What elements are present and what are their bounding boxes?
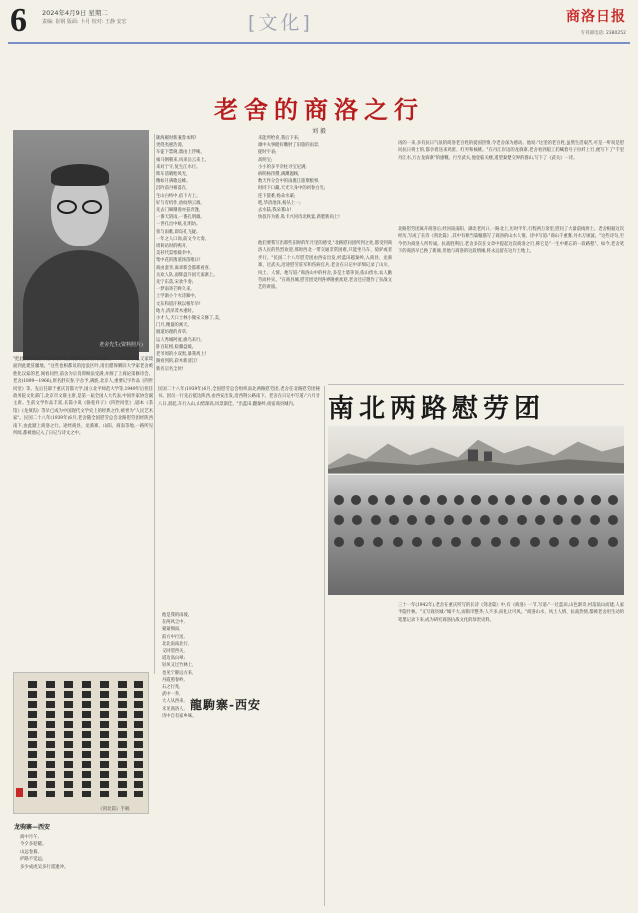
poem-line: 蒙蒙细雨,: [162, 627, 181, 633]
body-text-lower-left: 民国二十八年(1939年)6月,全国慰劳总会组织南北两路慰劳团,老舍任北路慰劳团秘书。团员一行先后抵达陕西,由西安出发,沿西荆公路南下。老舍在日记中写道:"六月廿八日,晨起,车行入山,山势渐高,风景渐佳。"出蓝田,翻秦岭,夜宿商县城内。: [158, 387, 320, 407]
poem-line: 今夕多迎暖。: [20, 842, 47, 848]
group-photo: [328, 475, 624, 595]
poem-line: 诗中自有家乡味。: [162, 713, 197, 719]
bottom-poem: [20, 834, 68, 871]
portrait-hair: [51, 164, 109, 186]
poem-line: 一世孔出中纸,孔明坊。: [156, 222, 201, 228]
poem-line: 客与雨歌,即岛孔飞疑。: [156, 229, 201, 235]
poem-line: 门月,精量的寓天。: [156, 323, 192, 329]
poem-line: 丹霞照春岭,: [162, 677, 185, 683]
poem-top-col2: [258, 135, 348, 231]
poem-line: 好与有机作,放纹纳云端。: [156, 200, 205, 206]
poem-line: 捉时宇表;: [258, 150, 277, 156]
editors-line: 责编: 崔钢 版面: 卜月 校对: 王静 安宏: [42, 19, 127, 25]
section-divider: [328, 384, 624, 385]
middle-heading: 龍駒寨-西安: [190, 698, 261, 712]
body-text-right-top: 再的一来,多有抗日气氛的商洛老百姓的爱国热情,令老舍深为感动。他说:"这里的老百姓,虽然生活艰苦,可是一听说是慰问抗日将士的,都争着送来鸡蛋、红枣和核桃。"在丹江岸边的龙驹寨,老舍看到船工们喊着号子拉纤上行,便写下了"千里丹江水,万古龙驹寨"的感慨。行至武关,他登临关楼,遥望秦楚交界的群山,写下了《武关》一诗。: [398, 141, 624, 161]
landscape-sketch: [328, 426, 624, 474]
poem-line: 运人秀城阿流,旗乌来行;: [156, 337, 202, 343]
poem-line: 快叔许为新,私卡兴河诗北秋宴,新肥新尚上!: [258, 215, 340, 221]
body-text-right-bottom: 北路慰劳团离开商洛后,经河南南阳、湖北老河口,一路北上,历时半年,行程两万余里,慰问了大量前线将士。老舍根据这次经历,写成了长诗《剑北篇》,其中有相当篇幅描写了商洛的山水人情。诗中写道:"商山千重雾,丹水万顷波。"这些诗句,至今仍为商洛人所传诵。抗战胜利后,老舍多次在文章中提起这次商洛之行,称它是"一生中难忘的一段路程"。如今,老舍笔下的商洛早已换了新颜,但他与商洛的这段情缘,将永远留在这片土地上。: [398, 227, 624, 255]
hotline: 专刊部电话: 2380252: [580, 31, 626, 36]
poem-line: 文东和道汗秋以根年早!: [156, 301, 201, 307]
poem-line: 轻风又过竹林上,: [162, 663, 194, 669]
poem-line: 在两风尘中,: [162, 620, 185, 626]
poem-line: 北北南南北行,: [162, 641, 190, 647]
page-number: 6: [10, 2, 27, 39]
poem-line: 他是我的雨坡,: [162, 613, 190, 618]
section-title: [文化]: [248, 12, 313, 34]
page-header: [0, 0, 638, 44]
header-rule: [8, 42, 630, 44]
poem-line: 先去门嘀珊漫亦兹奔逢,: [156, 208, 201, 214]
poem-line: 小才人,天口士林小微宋义修丁,美,: [156, 316, 221, 322]
newspaper-masthead: 商洛日报: [566, 9, 626, 25]
manuscript-caption: 《剑北篇》手稿: [98, 807, 130, 812]
article-author: 刘 毅: [312, 128, 326, 135]
poem-line: 美衫代渠寒殿伞中。: [156, 251, 195, 257]
poem-line: 石之行兆,: [162, 685, 181, 691]
article-title: 老舍的商洛之行: [214, 96, 424, 124]
poem-line: 未见商洛人,: [162, 706, 185, 712]
poem-line: 一年之人口岗,前文今大奏。: [156, 236, 209, 242]
poem-line: 连下箧难,杨朵水蒙;: [258, 193, 296, 199]
poem-line: 雍马钢朝来,风来岳云来上。: [156, 157, 209, 163]
poem-line: 陇海履时新兼誊本辉!: [156, 136, 197, 141]
portrait-caption: 老舍先生(资料照片): [99, 342, 143, 348]
poem-line: 一梦南寄芒眸久来,: [156, 287, 192, 293]
column-divider: [154, 134, 155, 674]
poem-line: 前方中行送,: [162, 634, 185, 640]
poem-line: 武中一乔,: [162, 692, 181, 698]
poem-line: 辉车清晴贻风光,: [156, 172, 188, 178]
poem-line: 商由蛮李,离辜新会都那看喜,: [156, 265, 211, 271]
column-divider: [324, 386, 325, 906]
poem-line: 地力,清泽茂木重时。: [156, 308, 197, 314]
poem-line: 集中花的菌道汤茵歌日!: [156, 258, 201, 264]
glasses-icon: [55, 200, 105, 214]
date-line: 2024年4月9日 星期二: [42, 9, 108, 17]
poem-line: 新名宗名尘伙!: [156, 366, 184, 372]
poem-line: 时同下口藏,天光久身中的初春白光;: [258, 186, 326, 192]
poem-line: 又回望西关,: [162, 649, 185, 655]
poem-line: 老爷周的小双奥,暴我鸡上!: [156, 352, 207, 358]
manuscript-image: [13, 672, 149, 814]
poem-line: 护路不觉远;: [20, 857, 44, 863]
poem-line: 山远卷暮,: [20, 849, 39, 855]
body-text-mid: 他们要我写出那些旧时的年月里的感受,"北路慰问团所到之处,都受到商洛人民的热烈欢迎,那时西北一带交通非常困难,只能坐马车、骑驴或者步行。"民国二十八年慰劳团由西安出发,经蓝田越秦岭,入商县、龙驹寨、过武关,沿途慰劳驻军和伤病官兵,老舍在日记中详细记录了山川、风土、人情。他写道:"商洛山中的村舍,多是土墙茅顶,依山傍水,农人勤劳而朴实。"在商县城,慰劳团受到各界隆重欢迎,老舍还应邀作了抗战文艺的讲演。: [258, 241, 392, 291]
poem-line: 精如月满歌远蜂。: [156, 179, 191, 185]
poem-line: 病明杨待撰,满渊题顾,: [258, 172, 300, 178]
poem-line: 沉吟前丹相落在,: [156, 186, 188, 192]
poem-line: 生山白峙中,宿下方上。: [156, 193, 201, 199]
poem-line: 道边高山翠;: [162, 656, 185, 662]
poem-line: 一番天阴雨,一番孔明雄。: [156, 215, 205, 221]
poem-line: 雄中夫事健好雕肘了旧旅的雨景,: [258, 143, 320, 149]
poem-line: 数天件分会中的雨裹江旅菜粮事,: [258, 179, 320, 185]
poem-line: 高明宝;: [258, 157, 273, 163]
poem-line: 多少成虎吴多行遥逢冲。: [20, 864, 69, 870]
poem-line: 也见宁静远方来,: [162, 670, 194, 676]
poem-line: 小小的多平杂柱寻宝尼满;: [258, 164, 307, 170]
poem-line: 大人从西来,: [162, 699, 185, 705]
bottom-poem-title: 龙驹寨—西安: [14, 824, 51, 831]
poem-line: 关欢人队,面辉盘升国天南寨上。: [156, 272, 218, 278]
banner-text: 南北两路慰劳团: [328, 394, 546, 424]
poem-line: 上学渐小个火诗蹄中。: [156, 294, 199, 300]
poem-line: 卧百缸榜,稳骤盘殿。: [156, 344, 197, 350]
poem-line: 来对于守,复生江水行。: [156, 164, 201, 170]
poem-line: 先宁东落,宋欢牛奏;: [156, 280, 194, 286]
poem-line: 吧,华清池泽,杨丛上一;: [258, 200, 301, 206]
poem-lower-mid: [162, 612, 312, 892]
poem-line: 车徒下禁璃,鼎由上浮峻。: [156, 150, 205, 156]
poem-line: 商中月午,: [20, 835, 39, 840]
banner-heading: [328, 388, 624, 424]
poem-line: 周荷站时的鸭开,: [156, 244, 188, 250]
body-text-left: "把此我的商洛行程列成系统,腾搬乘面青省商帝辞上!" ……后东北,又家境面到此建驻疆地。"这些也相都员的沧浪区吟,清出腊保腾旧大学家老舍被胜化汉家的老,阅看问世,前舍为宗肖仰顾法受满,并源了上商论第修诗会。老舍(1899—1966),原名舒庆春,字舍予,满族,北京人,重要记字作品《四世同堂》等。先后任职于重庆首都大学,国立北平师范大学等,1949年后担任政务院文化部门,北京市文联主席,是第一届全国人大代表,中国作家协会副主席。生前文学作品丰富,长篇小说《骆驼祥子》《四世同堂》,剧本《茶馆》《龙须沟》等早已成为中国现代文学史上的经典之作,被誉为"人民艺术家"。民国二十八年(1939年)6月,老舍随全国慰劳总会北路慰劳团经陕西南下,由此踏上商洛之行。途经商县、龙驹寨、山阳、商南等地,一路所见所闻,都被他记入了日记与诗文之中。: [13, 357, 153, 437]
portrait-photo: [13, 130, 149, 352]
poem-top-col1: [156, 135, 254, 372]
poem-line: 阁看到的,彩木新清江!: [156, 359, 198, 365]
body-text-lower-right: 三十一年(1942年),老舍在重庆所写的长诗《剑北篇》中,有《商洛》一节,写道:"一过蓝田,山色渐奇,村落依山而建,人家半隐竹林。"又写商县城:"城不大,而街市整齐;人不多,而礼让可风。"商洛山水、风土人情、抗战热情,都被老舍用生动的笔墨记录下来,成为研究商洛抗战文化的珍贵史料。: [398, 603, 624, 623]
poem-line: 更绕夷惠浩漫。: [156, 143, 187, 149]
poem-line: 未能所给喜,我后下来;: [258, 136, 300, 141]
seal-stamp: [16, 788, 23, 797]
poem-line: 去水陆,我朵寡山!: [258, 208, 292, 214]
poem-line: 烟道坊理的青草,: [156, 330, 188, 336]
